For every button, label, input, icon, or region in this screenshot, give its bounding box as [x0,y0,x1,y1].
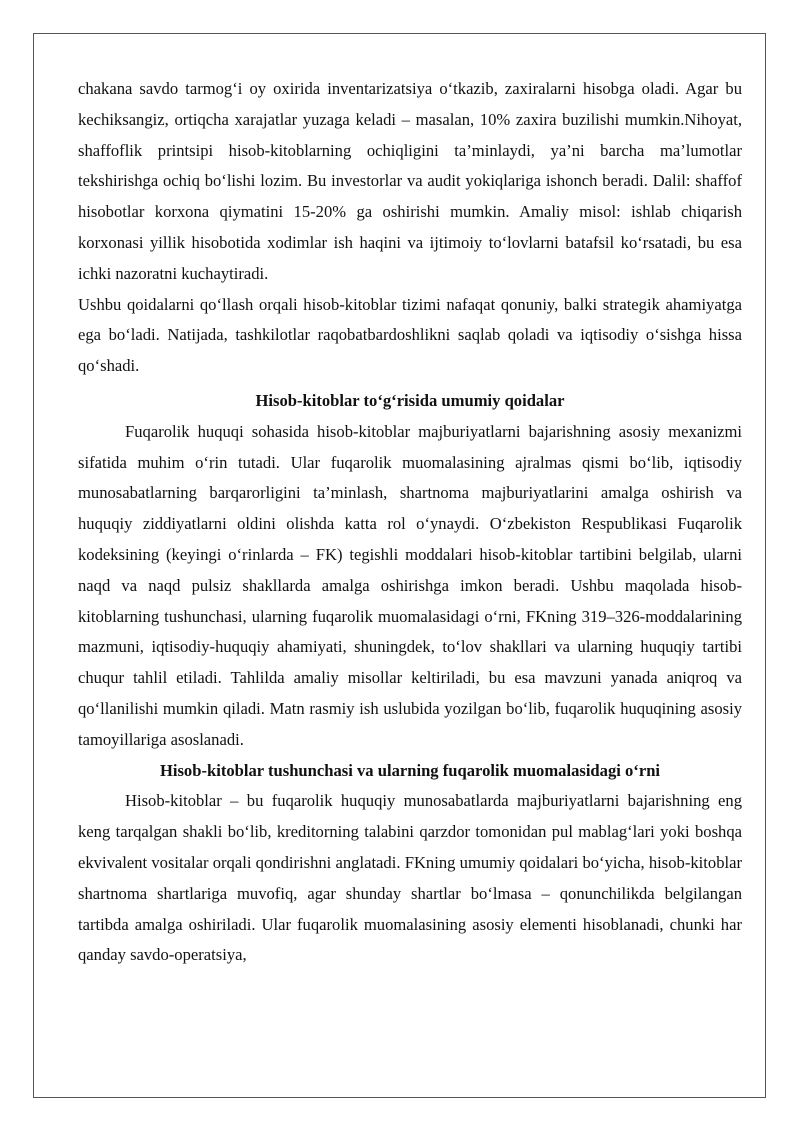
paragraph-conclusion: Ushbu qoidalarni qo‘llash orqali hisob-kitoblar tizimi nafaqat qonuniy, balki strategik ahamiyatga ega bo‘ladi. Natijada, tashkilotlar raqobatbardoshlikni saqlab qoladi va iqtisodiy o‘sishga hissa qo‘shadi. [78,294,742,376]
paragraph-concept-definition: Hisob-kitoblar – bu fuqarolik huquqiy munosabatlarda majburiyatlarni bajarishning eng keng tarqalgan shakli bo‘lib, kreditorning talabini qarzdor tomonidan pul mablag‘lari yoki boshqa ekvivalent vositalar orqali qondirishni anglatadi. FKning umumiy qoidalari bo‘yicha, hisob-kitoblar shartnoma shartlariga muvofiq, agar shunday shartlar bo‘lmasa – qonunchilikda belgilangan tartibda amalga oshiriladi. Ular fuqarolik muomalasining asosiy elementi hisoblanadi, chunki har qanday savdo-operatsiya, [78,791,742,965]
paragraph-introduction: Fuqarolik huquqi sohasida hisob-kitoblar majburiyatlarni bajarishning asosiy mexanizmi sifatida muhim o‘rin tutadi. Ular fuqarolik muomalasining ajralmas qismi bo‘lib, iqtisodiy munosabatlarning barqarorligini ta’minlash, shartnoma majburiyatlarini amalga oshirish va huquqiy ziddiyatlarni oldini olishda katta rol o‘ynaydi. O‘zbekiston Respublikasi Fuqarolik kodeksining (keyingi o‘rinlarda – FK) tegishli moddalari hisob-kitoblar tartibini belgilab, ularni naqd va naqd pulsiz shakllarda amalga oshirishga imkon beradi. Ushbu maqolada hisob-kitoblarning tushunchasi, ularning fuqarolik muomalasidagi o‘rni, FKning 319–326-moddalarining mazmuni, iqtisodiy-huquqiy ahamiyati, shuningdek, to‘lov shakllari va ularning huquqiy tartibi chuqur tahlil etiladi. Tahlilda amaliy misollar keltiriladi, bu esa mavzuni yanada aniqroq va qo‘llanilishi mumkin qiladi. Matn rasmiy ish uslubida yozilgan bo‘lib, fuqarolik huquqining asosiy tamoyillariga asoslanadi. [78,421,742,749]
paragraph-inventory-transparency: chakana savdo tarmog‘i oy oxirida inventarizatsiya o‘tkazib, zaxiralarni hisobga oladi. Agar bu kechiksangiz, ortiqcha xarajatlar yuzaga keladi – masalan, 10% zaxira buzilishi mumkin.Nihoyat, shaffoflik printsipi hisob-kitoblarning ochiqligini ta’minlaydi, ya’ni barcha ma’lumotlar tekshirishga ochiq bo‘lishi lozim. Bu investorlar va audit yokiqlariga ishonch beradi. Dalil: shaffof hisobotlar korxona qiymatini 15-20% ga oshirishi mumkin. Amaliy misol: ishlab chiqarish korxonasi yillik hisobotida xodimlar ish haqini va ijtimoiy to‘lovlarni batafsil ko‘rsatadi, bu esa ichki nazoratni kuchaytiradi. [78,79,742,283]
section-heading-concept: Hisob-kitoblar tushunchasi va ularning fuqarolik muomalasidagi o‘rni [159,760,661,780]
section-heading-general-rules: Hisob-kitoblar to‘g‘risida umumiy qoidalar [255,390,565,410]
document-body [78,74,742,971]
